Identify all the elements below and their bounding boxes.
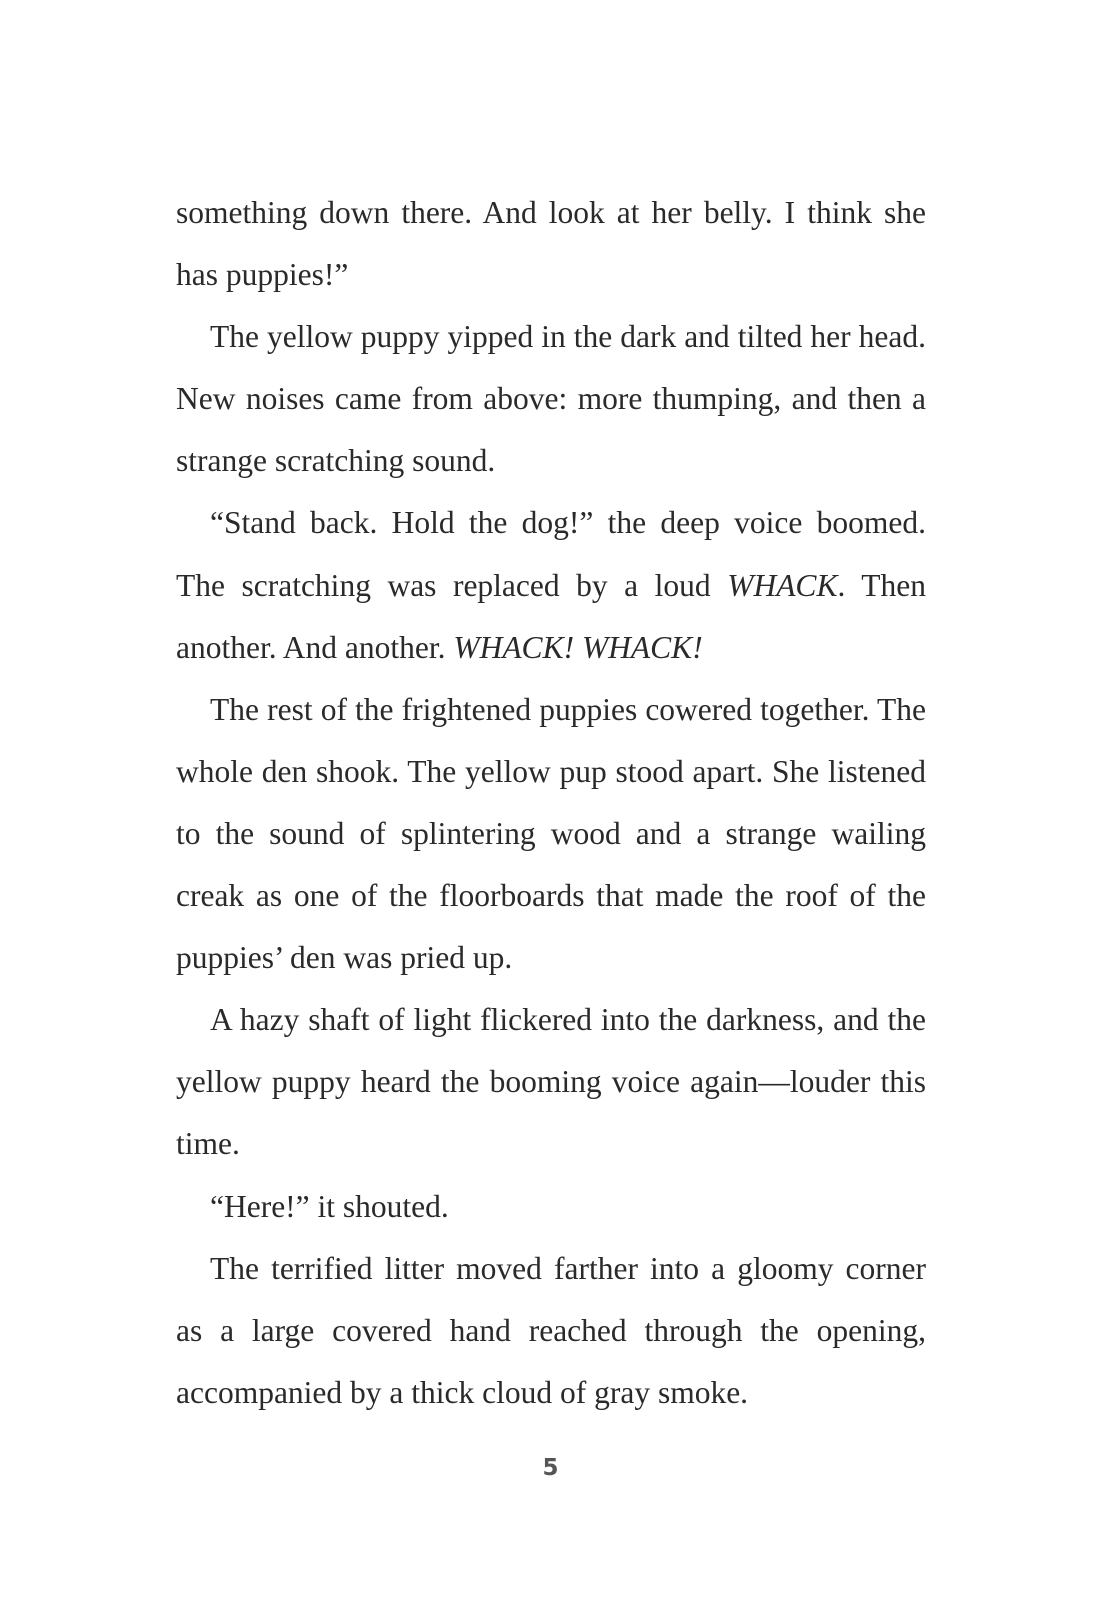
paragraph (176, 989, 926, 1175)
text-run: A hazy shaft of light flickered into the darkness, and the yellow puppy heard the booming voice again—louder this time. (176, 1002, 926, 1162)
text-run: The rest of the frightened puppies cowered together. The whole den shook. The yellow pup stood apart. She listened to the sound of splintering wood and a strange wailing creak as one of the floorboards that made the roof of the puppies’ den was pried up. (176, 691, 926, 976)
italic-text-run: WHACK (727, 567, 838, 603)
body-text (176, 182, 926, 1424)
text-run: “Stand back. Hold the dog!” the deep voice boomed. The scratching was replaced by a loud (176, 505, 926, 603)
paragraph (176, 1176, 926, 1238)
text-run: “Here!” it shouted. (210, 1188, 449, 1224)
paragraph (176, 182, 926, 306)
page-number: 5 (542, 1455, 559, 1481)
text-run: something down there. And look at her belly. I think she has puppies!” (176, 195, 926, 293)
text-run: The terrified litter moved farther into a gloomy corner as a large covered hand reached through the opening, accompanied by a thick cloud of gray smoke. (176, 1250, 926, 1410)
paragraph (176, 306, 926, 492)
paragraph (176, 492, 926, 678)
paragraph (176, 1238, 926, 1424)
text-run: . Then another. And another. (176, 567, 927, 665)
paragraph (176, 679, 926, 989)
text-run: The yellow puppy yipped in the dark and tilted her head. New noises came from above: more thumping, and then a strange scratching sound. (176, 319, 926, 479)
italic-text-run: WHACK! WHACK! (453, 629, 703, 665)
